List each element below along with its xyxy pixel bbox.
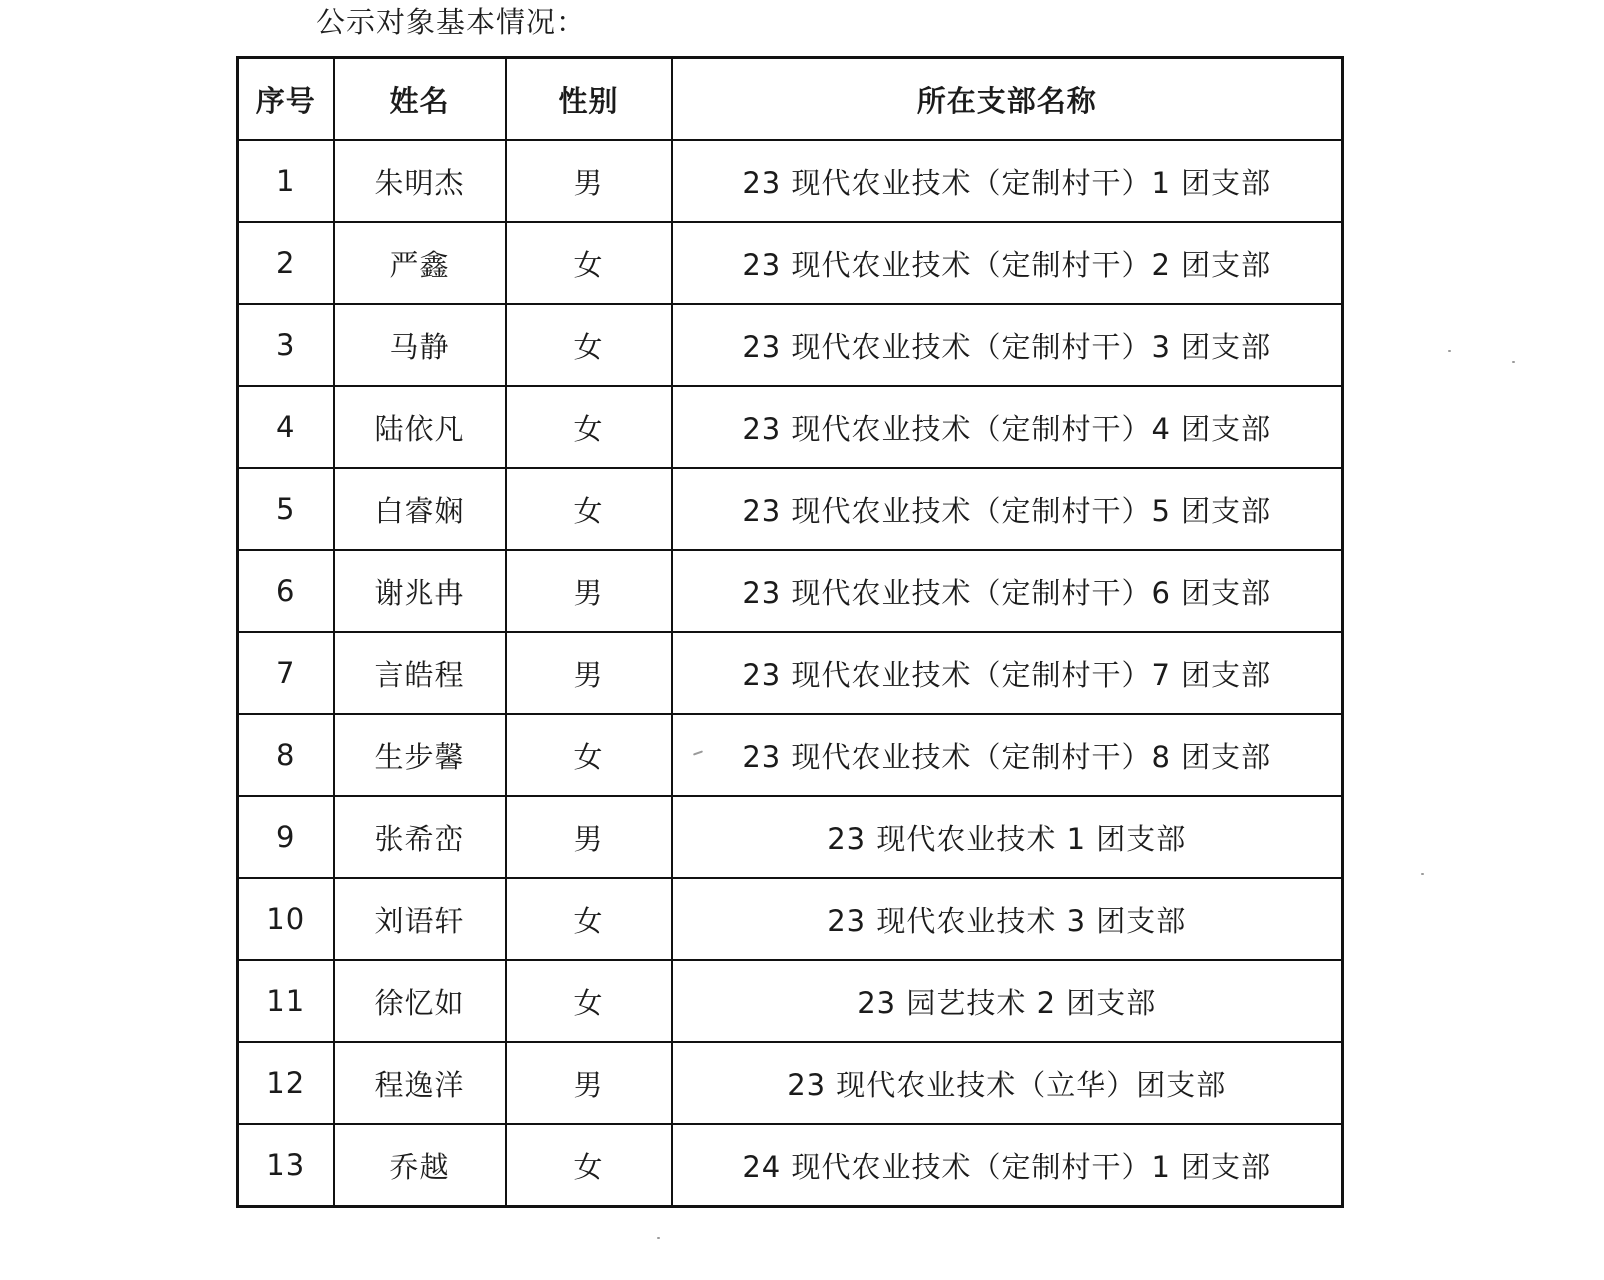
cell-branch: 24 现代农业技术（定制村干）1 团支部 bbox=[672, 1124, 1343, 1207]
cell-branch: 23 现代农业技术（定制村干）5 团支部 bbox=[672, 468, 1343, 550]
cell-sex: 女 bbox=[506, 1124, 672, 1207]
cell-index: 5 bbox=[238, 468, 334, 550]
table-row bbox=[238, 632, 1343, 714]
table-row bbox=[238, 714, 1343, 796]
cell-index: 9 bbox=[238, 796, 334, 878]
cell-sex: 女 bbox=[506, 714, 672, 796]
cell-sex: 男 bbox=[506, 1042, 672, 1124]
cell-index: 4 bbox=[238, 386, 334, 468]
header-name: 姓名 bbox=[334, 58, 506, 141]
table-row bbox=[238, 550, 1343, 632]
table-row bbox=[238, 1042, 1343, 1124]
cell-name: 刘语轩 bbox=[334, 878, 506, 960]
table-row bbox=[238, 796, 1343, 878]
table-row bbox=[238, 468, 1343, 550]
cell-name: 徐忆如 bbox=[334, 960, 506, 1042]
cell-index: 10 bbox=[238, 878, 334, 960]
cell-name: 马静 bbox=[334, 304, 506, 386]
table-row bbox=[238, 304, 1343, 386]
cell-name: 言皓程 bbox=[334, 632, 506, 714]
cell-name: 谢兆冉 bbox=[334, 550, 506, 632]
cell-index: 1 bbox=[238, 140, 334, 222]
cell-branch: 23 现代农业技术（定制村干）2 团支部 bbox=[672, 222, 1343, 304]
cell-index: 13 bbox=[238, 1124, 334, 1207]
table-row bbox=[238, 386, 1343, 468]
cell-sex: 男 bbox=[506, 796, 672, 878]
cell-index: 2 bbox=[238, 222, 334, 304]
cell-name: 张希峦 bbox=[334, 796, 506, 878]
cell-branch: 23 园艺技术 2 团支部 bbox=[672, 960, 1343, 1042]
intro-heading: 公示对象基本情况： bbox=[316, 5, 587, 39]
cell-index: 12 bbox=[238, 1042, 334, 1124]
table-row bbox=[238, 140, 1343, 222]
table-row bbox=[238, 960, 1343, 1042]
cell-name: 程逸洋 bbox=[334, 1042, 506, 1124]
cell-name: 乔越 bbox=[334, 1124, 506, 1207]
scan-speck bbox=[1512, 361, 1515, 363]
cell-name: 白睿娴 bbox=[334, 468, 506, 550]
table-header-row bbox=[238, 58, 1343, 141]
cell-branch: 23 现代农业技术（定制村干）7 团支部 bbox=[672, 632, 1343, 714]
cell-branch: 23 现代农业技术（定制村干）8 团支部 bbox=[672, 714, 1343, 796]
scan-speck bbox=[657, 1237, 660, 1239]
cell-sex: 女 bbox=[506, 878, 672, 960]
cell-branch: 23 现代农业技术（定制村干）1 团支部 bbox=[672, 140, 1343, 222]
cell-index: 8 bbox=[238, 714, 334, 796]
cell-name: 陆依凡 bbox=[334, 386, 506, 468]
cell-branch: 23 现代农业技术（立华）团支部 bbox=[672, 1042, 1343, 1124]
cell-sex: 女 bbox=[506, 960, 672, 1042]
cell-index: 11 bbox=[238, 960, 334, 1042]
cell-name: 朱明杰 bbox=[334, 140, 506, 222]
scan-speck bbox=[1448, 350, 1451, 352]
cell-branch: 23 现代农业技术（定制村干）4 团支部 bbox=[672, 386, 1343, 468]
cell-name: 生步馨 bbox=[334, 714, 506, 796]
cell-index: 6 bbox=[238, 550, 334, 632]
table-row bbox=[238, 1124, 1343, 1207]
header-sex: 性别 bbox=[506, 58, 672, 141]
cell-name: 严鑫 bbox=[334, 222, 506, 304]
cell-sex: 女 bbox=[506, 222, 672, 304]
header-index: 序号 bbox=[238, 58, 334, 141]
header-branch: 所在支部名称 bbox=[672, 58, 1343, 141]
cell-sex: 男 bbox=[506, 140, 672, 222]
cell-sex: 女 bbox=[506, 304, 672, 386]
publicity-table bbox=[236, 56, 1344, 1208]
table-row bbox=[238, 222, 1343, 304]
cell-branch: 23 现代农业技术（定制村干）3 团支部 bbox=[672, 304, 1343, 386]
table-row bbox=[238, 878, 1343, 960]
cell-sex: 男 bbox=[506, 550, 672, 632]
cell-branch: 23 现代农业技术 1 团支部 bbox=[672, 796, 1343, 878]
cell-index: 3 bbox=[238, 304, 334, 386]
scan-speck bbox=[1421, 873, 1424, 875]
cell-sex: 男 bbox=[506, 632, 672, 714]
cell-index: 7 bbox=[238, 632, 334, 714]
cell-branch: 23 现代农业技术（定制村干）6 团支部 bbox=[672, 550, 1343, 632]
cell-sex: 女 bbox=[506, 468, 672, 550]
cell-sex: 女 bbox=[506, 386, 672, 468]
cell-branch: 23 现代农业技术 3 团支部 bbox=[672, 878, 1343, 960]
